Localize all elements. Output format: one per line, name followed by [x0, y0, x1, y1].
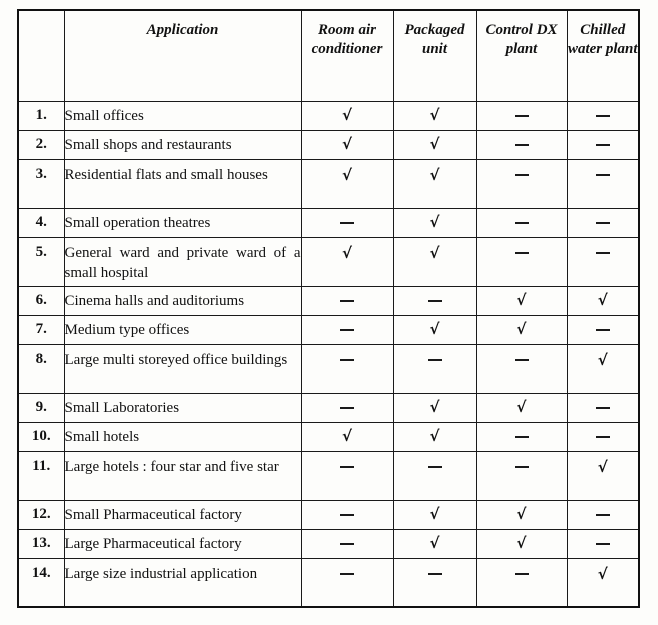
row-number: 13.	[18, 529, 64, 558]
cell-packaged-unit	[393, 286, 476, 315]
cell-packaged-unit	[393, 344, 476, 393]
check-mark-icon: √	[429, 505, 440, 523]
header-chilled-water-plant: Chilled water plant	[567, 10, 639, 101]
table-row	[18, 393, 639, 422]
check-mark-icon: √	[429, 165, 440, 184]
application-name: Residential flats and small houses	[64, 159, 301, 208]
cell-control-dx-plant	[476, 500, 567, 529]
table-row	[18, 344, 639, 393]
row-number: 10.	[18, 422, 64, 451]
header-control-dx-plant: Control DX plant	[476, 10, 567, 101]
cell-chilled-water-plant	[567, 130, 639, 159]
table-row	[18, 159, 639, 208]
cell-room-air-conditioner	[301, 130, 393, 159]
cell-room-air-conditioner	[301, 286, 393, 315]
check-mark-icon: √	[597, 457, 608, 476]
cell-room-air-conditioner	[301, 208, 393, 237]
row-number: 14.	[18, 558, 64, 607]
cell-room-air-conditioner	[301, 393, 393, 422]
row-number: 2.	[18, 130, 64, 159]
check-mark-icon: √	[429, 534, 440, 552]
dash-icon	[596, 144, 610, 146]
application-name: General ward and private ward of a small hospital	[64, 237, 301, 286]
application-name: Medium type offices	[64, 315, 301, 344]
table-row	[18, 422, 639, 451]
application-name: Small Laboratories	[64, 393, 301, 422]
check-mark-icon: √	[516, 398, 527, 416]
cell-room-air-conditioner	[301, 315, 393, 344]
dash-icon	[515, 115, 529, 117]
row-number: 8.	[18, 344, 64, 393]
dash-icon	[596, 329, 610, 331]
row-number: 9.	[18, 393, 64, 422]
cell-chilled-water-plant	[567, 422, 639, 451]
application-name: Large hotels : four star and five star	[64, 451, 301, 500]
cell-control-dx-plant	[476, 286, 567, 315]
row-number: 12.	[18, 500, 64, 529]
dash-icon	[340, 514, 354, 516]
cell-control-dx-plant	[476, 208, 567, 237]
cell-room-air-conditioner	[301, 500, 393, 529]
check-mark-icon: √	[429, 243, 440, 262]
application-name: Small hotels	[64, 422, 301, 451]
cell-chilled-water-plant	[567, 159, 639, 208]
row-number: 5.	[18, 237, 64, 286]
dash-icon	[428, 300, 442, 302]
table-row	[18, 315, 639, 344]
check-mark-icon: √	[429, 320, 440, 338]
check-mark-icon: √	[341, 243, 352, 262]
dash-icon	[515, 573, 529, 575]
dash-icon	[340, 222, 354, 224]
cell-control-dx-plant	[476, 422, 567, 451]
row-number: 11.	[18, 451, 64, 500]
dash-icon	[340, 407, 354, 409]
check-mark-icon: √	[516, 291, 527, 309]
cell-packaged-unit	[393, 101, 476, 130]
cell-control-dx-plant	[476, 315, 567, 344]
check-mark-icon: √	[429, 135, 440, 153]
check-mark-icon: √	[597, 350, 608, 369]
dash-icon	[340, 300, 354, 302]
cell-packaged-unit	[393, 558, 476, 607]
row-number: 1.	[18, 101, 64, 130]
cell-room-air-conditioner	[301, 451, 393, 500]
check-mark-icon: √	[597, 564, 608, 583]
cell-control-dx-plant	[476, 529, 567, 558]
header-row	[18, 10, 639, 101]
cell-chilled-water-plant	[567, 558, 639, 607]
cell-control-dx-plant	[476, 159, 567, 208]
cell-packaged-unit	[393, 130, 476, 159]
cell-packaged-unit	[393, 529, 476, 558]
cell-room-air-conditioner	[301, 422, 393, 451]
cell-packaged-unit	[393, 237, 476, 286]
table-row	[18, 529, 639, 558]
dash-icon	[596, 115, 610, 117]
dash-icon	[515, 359, 529, 361]
header-packaged-unit: Packaged unit	[393, 10, 476, 101]
header-application: Application	[64, 10, 301, 101]
dash-icon	[428, 466, 442, 468]
dash-icon	[596, 436, 610, 438]
cell-chilled-water-plant	[567, 500, 639, 529]
dash-icon	[596, 222, 610, 224]
dash-icon	[515, 436, 529, 438]
cell-room-air-conditioner	[301, 237, 393, 286]
application-name: Small shops and restaurants	[64, 130, 301, 159]
dash-icon	[596, 407, 610, 409]
row-number: 4.	[18, 208, 64, 237]
table-row	[18, 130, 639, 159]
cell-chilled-water-plant	[567, 393, 639, 422]
cell-packaged-unit	[393, 451, 476, 500]
dash-icon	[340, 359, 354, 361]
application-name: Large Pharmaceutical factory	[64, 529, 301, 558]
cell-room-air-conditioner	[301, 558, 393, 607]
dash-icon	[596, 252, 610, 254]
cell-control-dx-plant	[476, 237, 567, 286]
table-row	[18, 286, 639, 315]
application-name: Small Pharmaceutical factory	[64, 500, 301, 529]
dash-icon	[515, 466, 529, 468]
check-mark-icon: √	[429, 213, 440, 231]
table-row	[18, 208, 639, 237]
dash-icon	[428, 573, 442, 575]
cell-chilled-water-plant	[567, 286, 639, 315]
dash-icon	[596, 514, 610, 516]
application-name: Small operation theatres	[64, 208, 301, 237]
dash-icon	[340, 329, 354, 331]
table-row	[18, 558, 639, 607]
application-table	[17, 9, 640, 608]
application-name: Small offices	[64, 101, 301, 130]
cell-packaged-unit	[393, 208, 476, 237]
check-mark-icon: √	[341, 165, 352, 184]
application-name: Cinema halls and auditoriums	[64, 286, 301, 315]
cell-control-dx-plant	[476, 344, 567, 393]
table-row	[18, 451, 639, 500]
dash-icon	[515, 144, 529, 146]
cell-packaged-unit	[393, 315, 476, 344]
table-row	[18, 101, 639, 130]
cell-room-air-conditioner	[301, 159, 393, 208]
table-row	[18, 237, 639, 286]
dash-icon	[340, 543, 354, 545]
dash-icon	[596, 174, 610, 176]
check-mark-icon: √	[597, 291, 608, 309]
check-mark-icon: √	[516, 320, 527, 338]
cell-room-air-conditioner	[301, 101, 393, 130]
row-number: 3.	[18, 159, 64, 208]
cell-room-air-conditioner	[301, 344, 393, 393]
check-mark-icon: √	[516, 505, 527, 523]
cell-control-dx-plant	[476, 393, 567, 422]
row-number: 6.	[18, 286, 64, 315]
application-name: Large multi storeyed office buildings	[64, 344, 301, 393]
cell-chilled-water-plant	[567, 529, 639, 558]
cell-control-dx-plant	[476, 558, 567, 607]
dash-icon	[515, 174, 529, 176]
table-body	[18, 101, 639, 607]
dash-icon	[515, 252, 529, 254]
dash-icon	[596, 543, 610, 545]
header-room-air-conditioner: Room air conditioner	[301, 10, 393, 101]
check-mark-icon: √	[341, 106, 352, 124]
cell-chilled-water-plant	[567, 208, 639, 237]
cell-chilled-water-plant	[567, 451, 639, 500]
cell-chilled-water-plant	[567, 101, 639, 130]
cell-chilled-water-plant	[567, 237, 639, 286]
dash-icon	[340, 573, 354, 575]
check-mark-icon: √	[429, 106, 440, 124]
dash-icon	[515, 222, 529, 224]
dash-icon	[428, 359, 442, 361]
check-mark-icon: √	[341, 427, 352, 445]
cell-packaged-unit	[393, 159, 476, 208]
cell-packaged-unit	[393, 422, 476, 451]
application-name: Large size industrial application	[64, 558, 301, 607]
row-number: 7.	[18, 315, 64, 344]
check-mark-icon: √	[429, 398, 440, 416]
check-mark-icon: √	[429, 427, 440, 445]
cell-control-dx-plant	[476, 130, 567, 159]
header-number	[18, 10, 64, 101]
cell-packaged-unit	[393, 500, 476, 529]
cell-packaged-unit	[393, 393, 476, 422]
table-row	[18, 500, 639, 529]
dash-icon	[340, 466, 354, 468]
cell-control-dx-plant	[476, 451, 567, 500]
check-mark-icon: √	[516, 534, 527, 552]
cell-chilled-water-plant	[567, 315, 639, 344]
cell-room-air-conditioner	[301, 529, 393, 558]
check-mark-icon: √	[341, 135, 352, 153]
cell-control-dx-plant	[476, 101, 567, 130]
cell-chilled-water-plant	[567, 344, 639, 393]
